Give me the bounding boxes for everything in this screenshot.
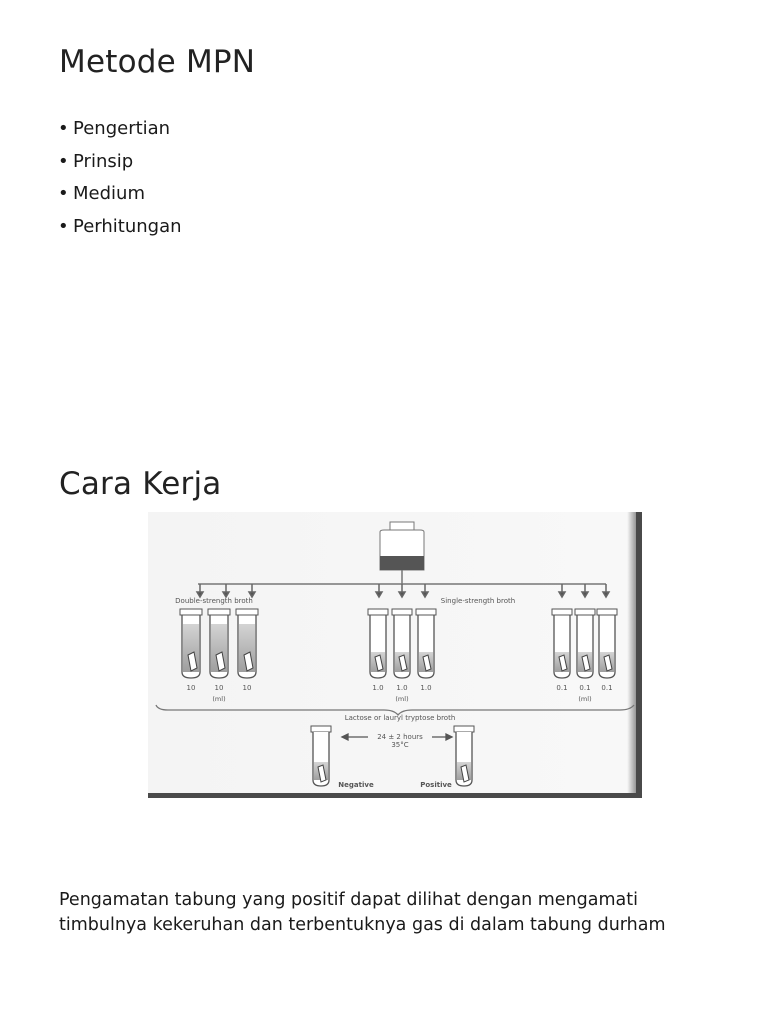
unit-label: (ml) bbox=[395, 695, 409, 703]
test-tube-icon bbox=[236, 609, 258, 678]
tube-group-1ml bbox=[368, 609, 436, 703]
volume-label: 1.0 bbox=[420, 684, 432, 692]
unit-label: (ml) bbox=[212, 695, 226, 703]
test-tube-icon bbox=[597, 609, 617, 678]
test-tube-icon bbox=[575, 609, 595, 678]
volume-label: 0.1 bbox=[601, 684, 613, 692]
volume-label: 0.1 bbox=[579, 684, 591, 692]
volume-label: 10 bbox=[242, 684, 252, 692]
unit-label: (ml) bbox=[578, 695, 592, 703]
list-item-label: Pengertian bbox=[73, 118, 171, 139]
negative-tube-icon bbox=[311, 726, 331, 786]
test-tube-icon bbox=[552, 609, 572, 678]
bullet-icon: • bbox=[58, 150, 69, 172]
broth-label: Lactose or lauryl tryptose broth bbox=[344, 714, 456, 722]
list-item-label: Prinsip bbox=[73, 150, 134, 172]
bullet-icon: • bbox=[58, 118, 69, 139]
observation-caption bbox=[59, 888, 719, 938]
volume-label: 1.0 bbox=[396, 684, 408, 692]
slide-title-metode-mpn: Metode MPN bbox=[59, 44, 256, 80]
test-tube-icon bbox=[180, 609, 202, 678]
list-item-label: Perhitungan bbox=[73, 215, 182, 237]
volume-label: 10 bbox=[186, 684, 196, 692]
caption-line: Pengamatan tabung yang positif dapat dilihat dengan mengamati bbox=[59, 890, 638, 910]
incubation-temp: 35°C bbox=[391, 741, 409, 749]
incubation-time: 24 ± 2 hours bbox=[377, 733, 423, 741]
slide-title-cara-kerja: Cara Kerja bbox=[59, 466, 222, 502]
positive-tube-icon bbox=[454, 726, 474, 786]
test-tube-icon bbox=[208, 609, 230, 678]
mpn-procedure-diagram bbox=[148, 512, 642, 798]
topic-list bbox=[58, 116, 182, 246]
double-strength-label: Double-strength broth bbox=[175, 597, 253, 605]
negative-label: Negative bbox=[338, 781, 374, 789]
tube-group-0.1ml bbox=[552, 609, 617, 703]
single-strength-label: Single-strength broth bbox=[440, 597, 516, 605]
positive-label: Positive bbox=[420, 781, 452, 789]
volume-label: 10 bbox=[214, 684, 224, 692]
bullet-icon: • bbox=[58, 215, 69, 237]
list-item bbox=[58, 181, 182, 214]
list-item bbox=[58, 149, 182, 182]
list-item-label: Medium bbox=[73, 183, 145, 204]
bullet-icon: • bbox=[58, 183, 69, 204]
tube-group-10ml bbox=[180, 609, 258, 703]
volume-label: 0.1 bbox=[556, 684, 568, 692]
caption-line: timbulnya kekeruhan dan terbentuknya gas di dalam tabung durham bbox=[59, 915, 666, 935]
test-tube-icon bbox=[416, 609, 436, 678]
volume-label: 1.0 bbox=[372, 684, 384, 692]
test-tube-icon bbox=[368, 609, 388, 678]
list-item bbox=[58, 116, 182, 149]
list-item bbox=[58, 214, 182, 247]
test-tube-icon bbox=[392, 609, 412, 678]
